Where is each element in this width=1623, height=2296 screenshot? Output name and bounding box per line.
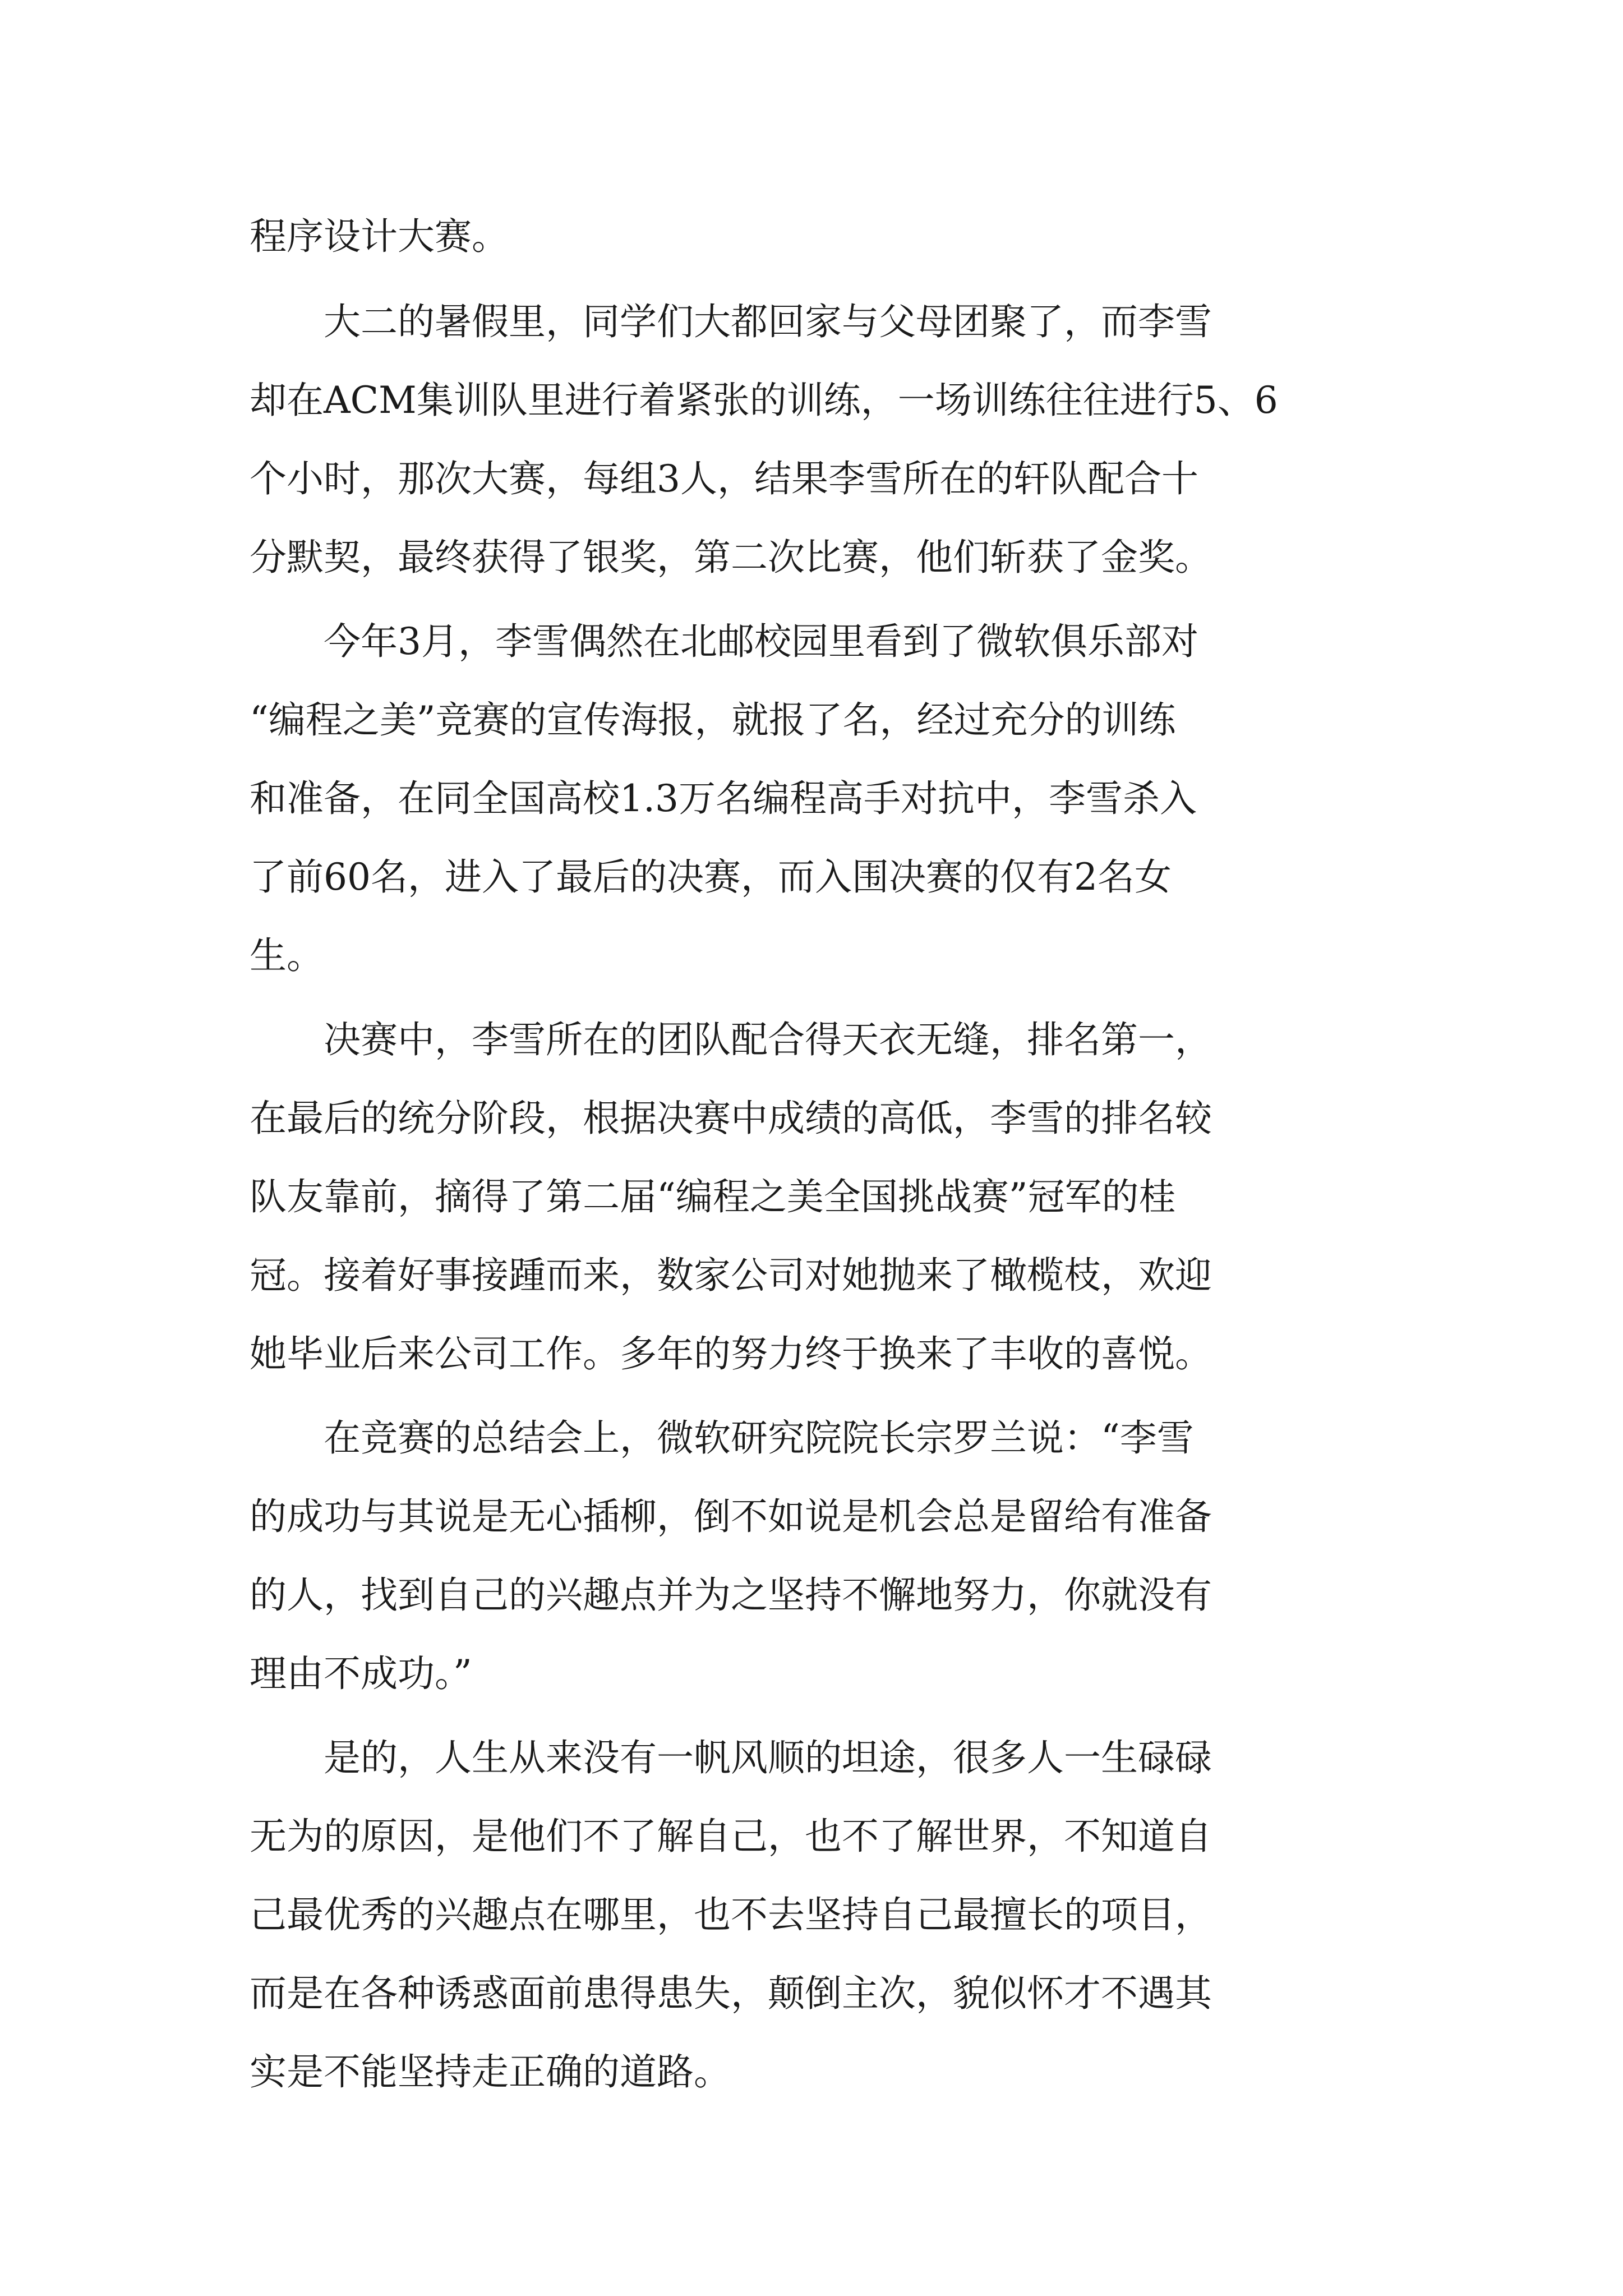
text-line: 队友靠前，摘得了第二届“编程之美全国挑战赛”冠军的桂 — [250, 1175, 1176, 1218]
text-line: 在竞赛的总结会上，微软研究院院长宗罗兰说：“李雪 — [250, 1416, 1194, 1460]
text-line: 她毕业后来公司工作。多年的努力终于换来了丰收的喜悦。 — [250, 1332, 1212, 1375]
text-line: 今年3月，李雪偶然在北邮校园里看到了微软俱乐部对 — [250, 620, 1198, 663]
text-line: 生。 — [250, 934, 324, 977]
text-line: 实是不能坚持走正确的道路。 — [250, 2050, 731, 2093]
text-line: 而是在各种诱惑面前患得患失，颠倒主次，貌似怀才不遇其 — [250, 1972, 1212, 2015]
text-line: 却在ACM集训队里进行着紧张的训练，一场训练往往进行5、6 — [250, 379, 1278, 422]
text-line: 是的，人生从来没有一帆风顺的坦途，很多人一生碌碌 — [250, 1736, 1212, 1779]
text-line: 个小时，那次大赛，每组3人，结果李雪所在的轩队配合十 — [250, 457, 1198, 500]
text-line: 分默契，最终获得了银奖，第二次比赛，他们斩获了金奖。 — [250, 536, 1212, 579]
text-line: 无为的原因，是他们不了解自己，也不了解世界，不知道自 — [250, 1815, 1212, 1858]
text-line: 和准备，在同全国高校1.3万名编程高手对抗中，李雪杀入 — [250, 777, 1197, 820]
text-line: 了前60名，进入了最后的决赛，而入围决赛的仅有2名女 — [250, 855, 1172, 899]
text-line: 己最优秀的兴趣点在哪里，也不去坚持自己最擅长的项目， — [250, 1893, 1212, 1936]
text-line: 决赛中，李雪所在的团队配合得天衣无缝，排名第一， — [250, 1018, 1212, 1061]
text-line: 理由不成功。” — [250, 1652, 472, 1695]
text-line: 冠。接着好事接踵而来，数家公司对她抛来了橄榄枝，欢迎 — [250, 1254, 1212, 1297]
text-line: 的成功与其说是无心插柳，倒不如说是机会总是留给有准备 — [250, 1495, 1212, 1538]
text-line: 在最后的统分阶段，根据决赛中成绩的高低，李雪的排名较 — [250, 1097, 1212, 1140]
text-line: 大二的暑假里，同学们大都回家与父母团聚了，而李雪 — [250, 300, 1212, 343]
text-line: 的人，找到自己的兴趣点并为之坚持不懈地努力，你就没有 — [250, 1573, 1212, 1617]
text-line: “编程之美”竞赛的宣传海报，就报了名，经过充分的训练 — [250, 698, 1176, 742]
text-line: 程序设计大赛。 — [250, 215, 509, 258]
